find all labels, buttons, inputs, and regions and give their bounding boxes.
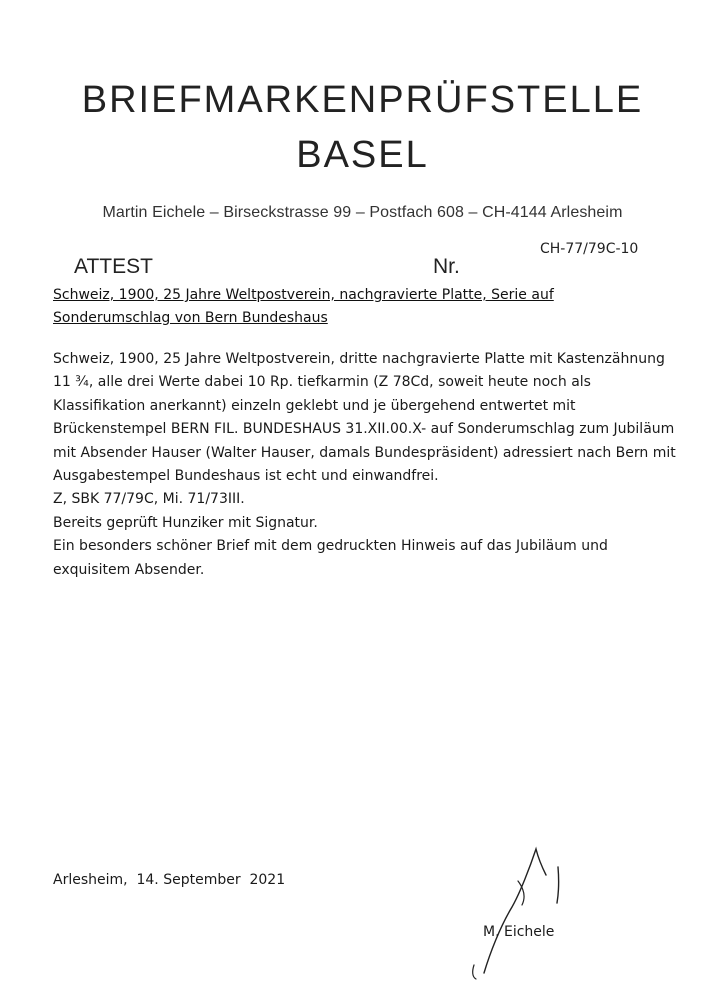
address-line: Martin Eichele – Birseckstrasse 99 – Postfach 608 – CH-4144 Arlesheim xyxy=(102,204,623,221)
prior-check-paragraph: Bereits geprüft Hunziker mit Signatur. xyxy=(53,514,318,531)
reference-number: CH-77/79C-10 xyxy=(540,241,639,257)
place-date: Arlesheim, 14. September 2021 xyxy=(53,872,286,888)
body-text xyxy=(53,348,678,582)
number-label: Nr. xyxy=(433,255,460,278)
signatory-name: M. Eichele xyxy=(483,924,555,940)
page-title-line-1: BRIEFMARKENPRÜFSTELLE xyxy=(81,79,644,121)
handwritten-signature xyxy=(460,845,580,980)
catalog-paragraph: Z, SBK 77/79C, Mi. 71/73III. xyxy=(53,491,245,508)
page-title-line-2: BASEL xyxy=(296,134,429,176)
description-paragraph: Schweiz, 1900, 25 Jahre Weltpostverein, dritte nachgravierte Platte mit Kastenzähnung 11 ¾, alle drei Werte dabei 10 Rp. tiefkarmin (Z 78Cd, soweit heute noch als Klassifikation anerkannt) einzeln geklebt und je übergehend entwertet mit Brückenstempel BERN FIL. BUNDESHAUS 31.XII.00.X- auf Sonderumschlag zum Jubiläum mit Absender Hauser (Walter Hauser, damals Bundespräsident) adressiert nach Bern mit Ausgabestempel Bundeshaus ist echt und einwandfrei. xyxy=(53,351,676,485)
remark-paragraph: Ein besonders schöner Brief mit dem gedruckten Hinweis auf das Jubiläum und exquisitem Absender. xyxy=(53,538,608,578)
attest-label: ATTEST xyxy=(74,255,153,278)
subject-line: Schweiz, 1900, 25 Jahre Weltpostverein, nachgravierte Platte, Serie auf Sonderumschlag von Bern Bundeshaus xyxy=(53,287,554,326)
